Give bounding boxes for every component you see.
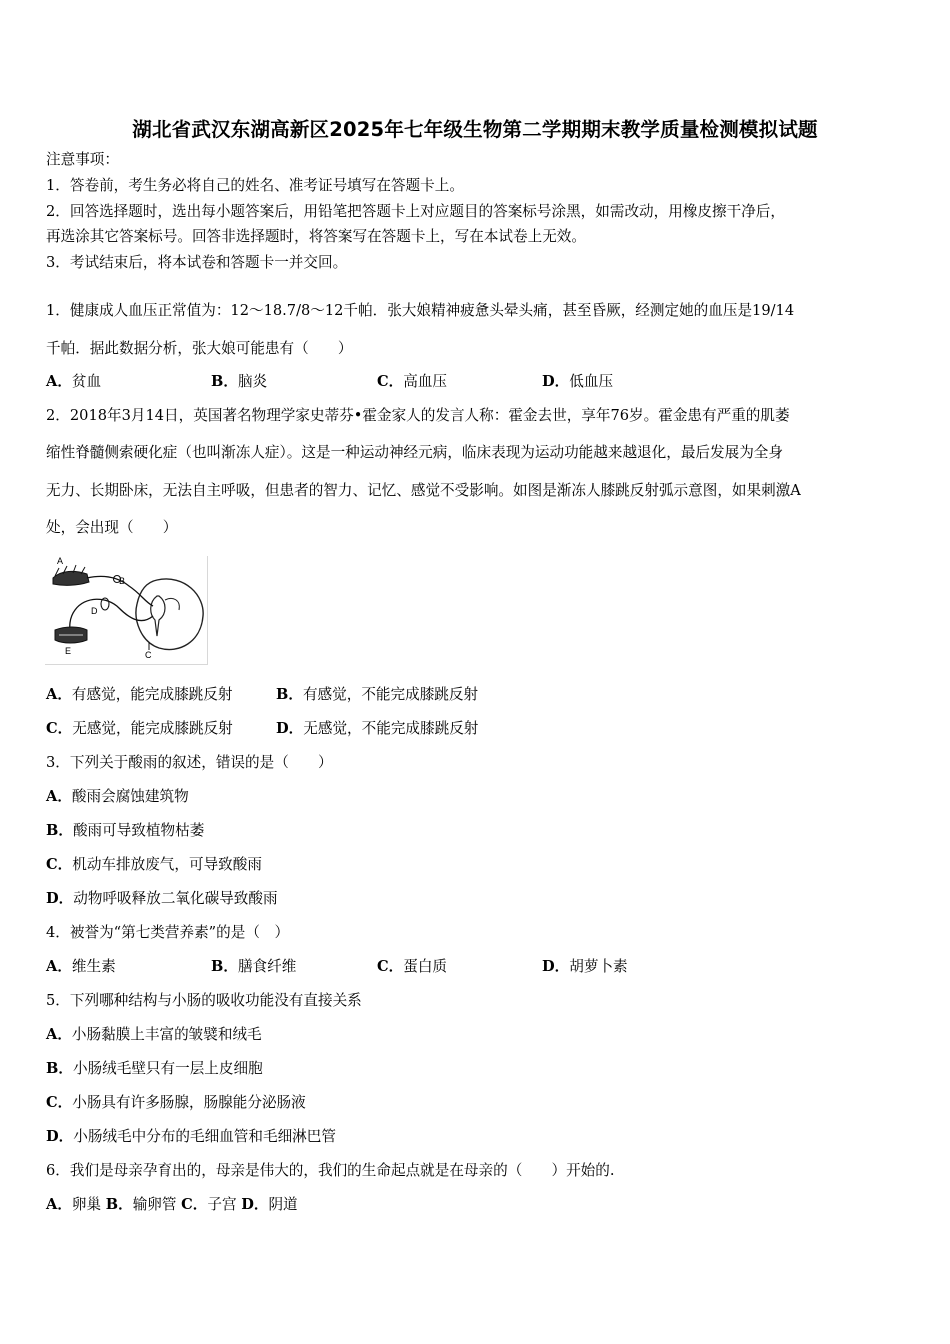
figure-label: E [65, 646, 72, 656]
question-2-text: 缩性脊髓侧索硬化症（也叫渐冻人症）。这是一种运动神经元病，临床表现为运动功能越来越退化，最后发展为全身 [46, 444, 783, 461]
option-b: B．膳食纤维 [211, 958, 297, 975]
option-a: A．维生素 [46, 958, 116, 975]
option-a: A．贫血 [46, 373, 102, 390]
option-c: C．小肠具有许多肠腺，肠腺能分泌肠液 [46, 1094, 306, 1111]
exam-title: 湖北省武汉东湖高新区2025年七年级生物第二学期期末教学质量检测模拟试题 [132, 118, 818, 141]
option-d: D．胡萝卜素 [542, 958, 628, 975]
question-5-text: 5．下列哪种结构与小肠的吸收功能没有直接关系 [46, 992, 362, 1009]
option-b: B．有感觉，不能完成膝跳反射 [276, 686, 479, 703]
question-1-text: 1．健康成人血压正常值为：12～18.7/8～12千帕．张大娘精神疲惫头晕头痛，甚至昏厥，经测定她的血压是19/14 [46, 302, 795, 319]
figure-label: D [91, 606, 98, 616]
option-a: A．小肠黏膜上丰富的皱襞和绒毛 [46, 1026, 262, 1043]
option-c: C．蛋白质 [377, 958, 448, 975]
notice-item: 2．回答选择题时，选出每小题答案后，用铅笔把答题卡上对应题目的答案标号涂黑，如需改动，用橡皮擦干净后， [46, 203, 785, 220]
notice-item: 再选涂其它答案标号。回答非选择题时，将答案写在答题卡上，写在本试卷上无效。 [46, 228, 586, 245]
question-2-text: 处，会出现（ ） [46, 519, 178, 536]
option-a: A．酸雨会腐蚀建筑物 [46, 788, 189, 805]
question-6-options [46, 1195, 298, 1215]
question-6-text: 6．我们是母亲孕育出的，母亲是伟大的，我们的生命起点就是在母亲的（ ）开始的. [46, 1162, 615, 1179]
option-c: C．无感觉，能完成膝跳反射 [46, 720, 233, 737]
question-2-text: 2．2018年3月14日，英国著名物理学家史蒂芬•霍金家人的发言人称：霍金去世，享年76岁。霍金患有严重的肌萎 [46, 407, 790, 424]
option-b: B．小肠绒毛壁只有一层上皮细胞 [46, 1060, 263, 1077]
option-a: A．有感觉，能完成膝跳反射 [46, 686, 233, 703]
option-a-text: 卵巢 [71, 1196, 102, 1213]
notice-item: 3．考试结束后，将本试卷和答题卡一并交回。 [46, 254, 348, 271]
option-b-text: 输卵管 [132, 1196, 177, 1213]
option-d: D．小肠绒毛中分布的毛细血管和毛细淋巴管 [46, 1128, 336, 1145]
figure-label: A [57, 556, 64, 566]
option-c: C．高血压 [377, 373, 448, 390]
option-b-letter: B． [105, 1196, 133, 1213]
question-2-text: 无力、长期卧床，无法自主呼吸，但患者的智力、记忆、感觉不受影响。如图是渐冻人膝跳反射弧示意图，如果刺激A [46, 482, 801, 499]
option-d: D．无感觉，不能完成膝跳反射 [276, 720, 479, 737]
question-3-text: 3．下列关于酸雨的叙述，错误的是（ ） [46, 754, 333, 771]
question-4-text: 4．被誉为“第七类营养素”的是（ ） [46, 924, 290, 941]
option-d-letter: D． [241, 1196, 269, 1213]
option-a-letter: A． [46, 1196, 72, 1213]
option-d: D．低血压 [542, 373, 614, 390]
option-c-text: 子宫 [207, 1196, 237, 1213]
option-c: C．机动车排放废气，可导致酸雨 [46, 856, 262, 873]
notice-heading: 注意事项： [46, 151, 119, 168]
option-b: B．酸雨可导致植物枯萎 [46, 822, 205, 839]
option-d: D．动物呼吸释放二氧化碳导致酸雨 [46, 890, 278, 907]
option-c-letter: C． [181, 1196, 208, 1213]
option-b: B．脑炎 [211, 373, 268, 390]
reflex-arc-figure [45, 556, 208, 665]
figure-label: C [145, 650, 152, 660]
question-1-text: 千帕．据此数据分析，张大娘可能患有（ ） [46, 340, 353, 357]
notice-item: 1．答卷前，考生务必将自己的姓名、准考证号填写在答题卡上。 [46, 177, 464, 194]
figure-label: B [119, 576, 126, 586]
option-d-text: 阴道 [268, 1196, 298, 1213]
